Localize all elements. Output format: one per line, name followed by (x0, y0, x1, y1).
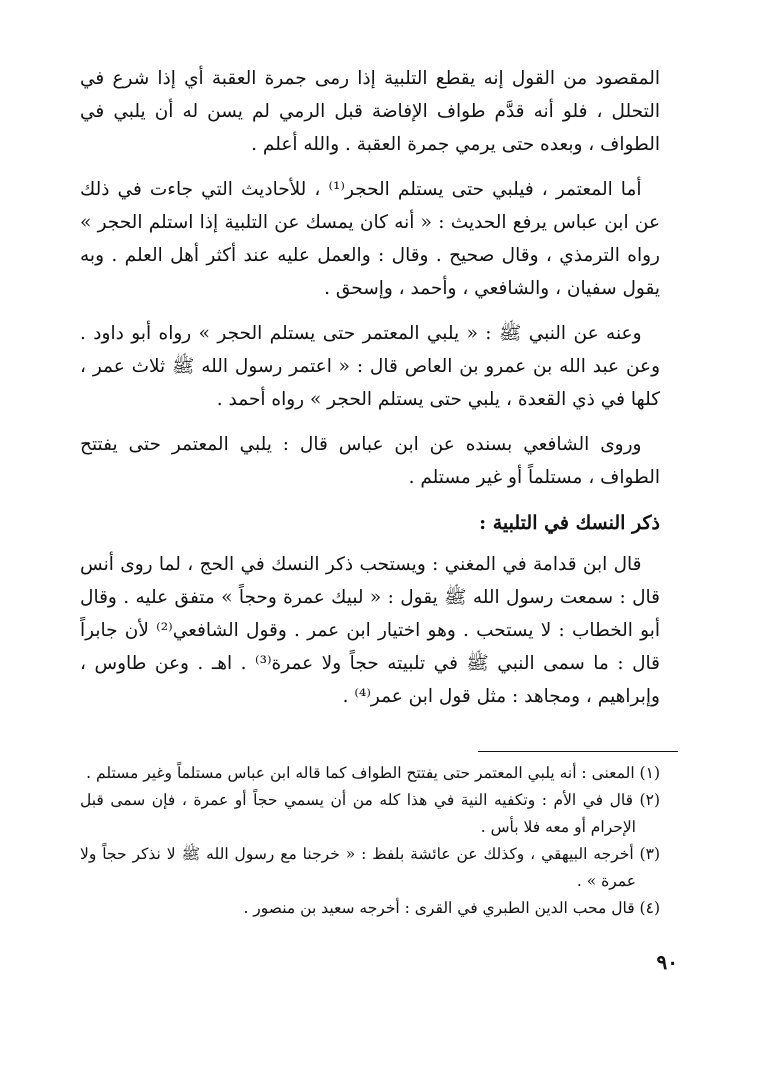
paragraph-4: وروى الشافعي بسنده عن ابن عباس قال : يلبي المعتمر حتى يفتتح الطواف ، مستلماً أو غير مستلم . (80, 434, 660, 488)
footnotes (80, 760, 660, 922)
page-number: ٩٠ (656, 950, 678, 974)
paragraph-3: وعنه عن النبي ﷺ : « يلبي المعتمر حتى يستلم الحجر » رواه أبو داود . وعن عبد الله بن عمرو بن العاص قال : « اعتمر رسول الله ﷺ ثلاث عمر ، كلها في ذي القعدة ، يلبي حتى يستلم الحجر » رواه أحمد . (80, 323, 660, 410)
paragraph-1: المقصود من القول إنه يقطع التلبية إذا رمى جمرة العقبة أي إذا شرع في التحلل ، فلو أنه قدَّم طواف الإفاضة قبل الرمي لم يسن له أن يلبي في الطواف ، وبعده حتى يرمي جمرة العقبة . والله أعلم . (80, 68, 660, 155)
footnote-2: (٢) قال في الأم : وتكفيه النية في هذا كله من أن يسمي حجاً أو عمرة ، فإن سمى قبل الإحرام أو معه فلا بأس . (80, 791, 660, 836)
footnote-4: (٤) قال محب الدين الطبري في القرى : أخرجه سعيد بن منصور . (243, 899, 660, 917)
footnote-divider (478, 751, 678, 752)
paragraph-2: أما المعتمر ، فيلبي حتى يستلم الحجر⁽¹⁾ ، للأحاديث التي جاءت في ذلك عن ابن عباس يرفع الحديث : « أنه كان يمسك عن التلبية إذا استلم الحجر » رواه الترمذي ، وقال صحيح . وقال : والعمل عليه عند أكثر أهل العلم . وبه يقول سفيان ، والشافعي ، وأحمد ، وإسحق . (80, 179, 660, 299)
footnote-3: (٣) أخرجه البيهقي ، وكذلك عن عائشة بلفظ : « خرجنا مع رسول الله ﷺ لا نذكر حجاً ولا عمرة » . (80, 845, 660, 890)
section-heading: ذكر النسك في التلبية : (479, 512, 660, 534)
paragraph-5: قال ابن قدامة في المغني : ويستحب ذكر النسك في الحج ، لما روى أنس قال : سمعت رسول الله ﷺ يقول : « لبيك عمرة وحجاً » متفق عليه . وقال أبو الخطاب : لا يستحب . وهو اختيار ابن عمر . وقول الشافعي⁽²⁾ لأن جابراً قال : ما سمى النبي ﷺ في تلبيته حجاً ولا عمرة⁽³⁾ . اهـ . وعن طاوس ، وإبراهيم ، ومجاهد : مثل قول ابن عمر⁽⁴⁾ . (80, 554, 660, 707)
footnote-1: (١) المعنى : أنه يلبي المعتمر حتى يفتتح الطواف كما قاله ابن عباس مستلماً وغير مستلم . (86, 764, 660, 782)
main-text (80, 62, 660, 725)
